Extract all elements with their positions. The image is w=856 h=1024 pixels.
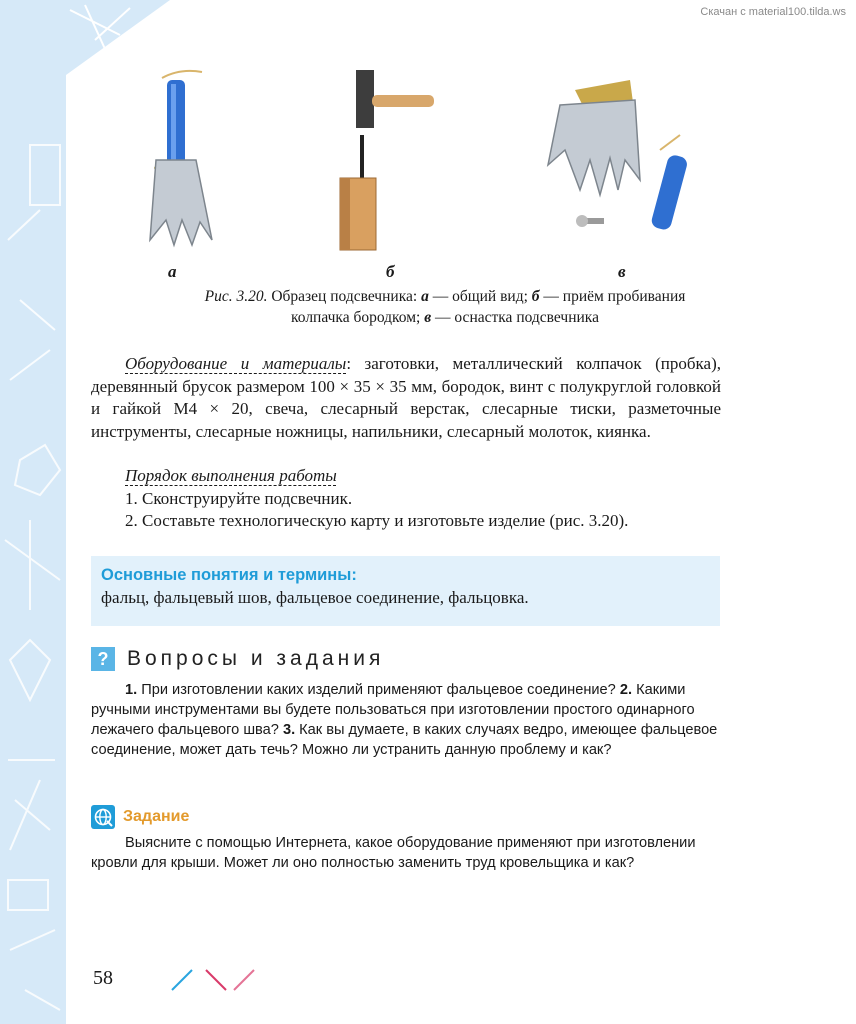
internet-globe-icon: [91, 805, 115, 829]
caption-text-b: — приём пробивания: [539, 288, 686, 305]
figure-label-v: в: [618, 262, 626, 281]
key-terms-list: фальц, фальцевый шов, фальцевое соединение, фальцовка.: [101, 588, 529, 607]
procedure-heading: Порядок выполнения работы: [125, 466, 337, 485]
candle-holder-parts-illustration: [548, 80, 689, 231]
caption-text-a: — общий вид;: [428, 288, 532, 305]
task-text: Выясните с помощью Интернета, какое оборудование применяют при изготовлении кровли для крыши. Может ли оно полностью заменить труд кровельщика и как?: [91, 835, 696, 871]
key-terms-box: [91, 556, 720, 626]
questions-text: [91, 680, 723, 760]
sidebar-pattern: [0, 0, 66, 1024]
caption-text-line2: колпачка бородком;: [291, 309, 425, 326]
question-2: Какими ручными инструментами вы будете пользоваться при изготовлении простого одинарного лежачего фальцевого шва?: [91, 682, 695, 738]
caption-text: Образец подсвечника:: [267, 288, 422, 305]
figure-caption: [95, 286, 795, 328]
figure-label-a: а: [168, 262, 177, 281]
key-terms-title: Основные понятия и термины:: [101, 566, 357, 584]
equipment-paragraph: [91, 353, 721, 443]
page-footer-decoration: [170, 966, 260, 992]
equipment-text: : заготовки, металлический колпачок (пробка), деревянный брусок размером 100 × 35 × 35 мм, бородок, винт с полукруглой головкой и гайкой М4 × 20, свеча, слесарный верстак, слесарные тиски, разметочные инструменты, слесарные ножницы, напильники, слесарный молоток, киянка.: [91, 354, 721, 441]
figure-label-b: б: [386, 262, 395, 281]
procedure-step-2: 2. Составьте технологическую карту и изготовьте изделие (рис. 3.20).: [125, 511, 629, 530]
question-2-number: 2.: [619, 682, 633, 698]
procedure-step-1: 1. Сконструируйте подсвечник.: [125, 488, 353, 508]
question-3-number: 3.: [282, 722, 296, 738]
decorative-sidebar: [0, 0, 66, 1024]
caption-letter-v: в: [424, 309, 432, 326]
questions-header: [91, 645, 384, 673]
caption-text-v: — оснастка подсвечника: [431, 309, 599, 326]
question-1-number: 1.: [125, 682, 138, 698]
page-number: 58: [93, 967, 113, 989]
caption-prefix: Рис. 3.20.: [204, 288, 268, 305]
equipment-heading: Оборудование и материалы: [125, 354, 347, 373]
hammer-punch-illustration: [340, 70, 434, 250]
download-watermark: Скачан с material100.tilda.ws: [700, 6, 846, 18]
procedure-section: [91, 465, 721, 533]
task-title: Задание: [123, 808, 190, 825]
question-3: Как вы думаете, в каких случаях ведро, имеющее фальцевое соединение, может дать течь? Можно ли устранить данную проблему и как?: [91, 722, 718, 758]
task-header: [91, 805, 189, 829]
caption-letter-a: а: [421, 288, 429, 305]
candle-holder-assembled-illustration: [150, 71, 212, 245]
caption-letter-b: б: [531, 288, 540, 305]
questions-title: Вопросы и задания: [127, 647, 385, 670]
figure-3-20-illustrations: [120, 60, 740, 275]
question-mark-icon: ?: [91, 647, 115, 671]
question-1: При изготовлении каких изделий применяют фальцевое соединение?: [137, 682, 616, 698]
